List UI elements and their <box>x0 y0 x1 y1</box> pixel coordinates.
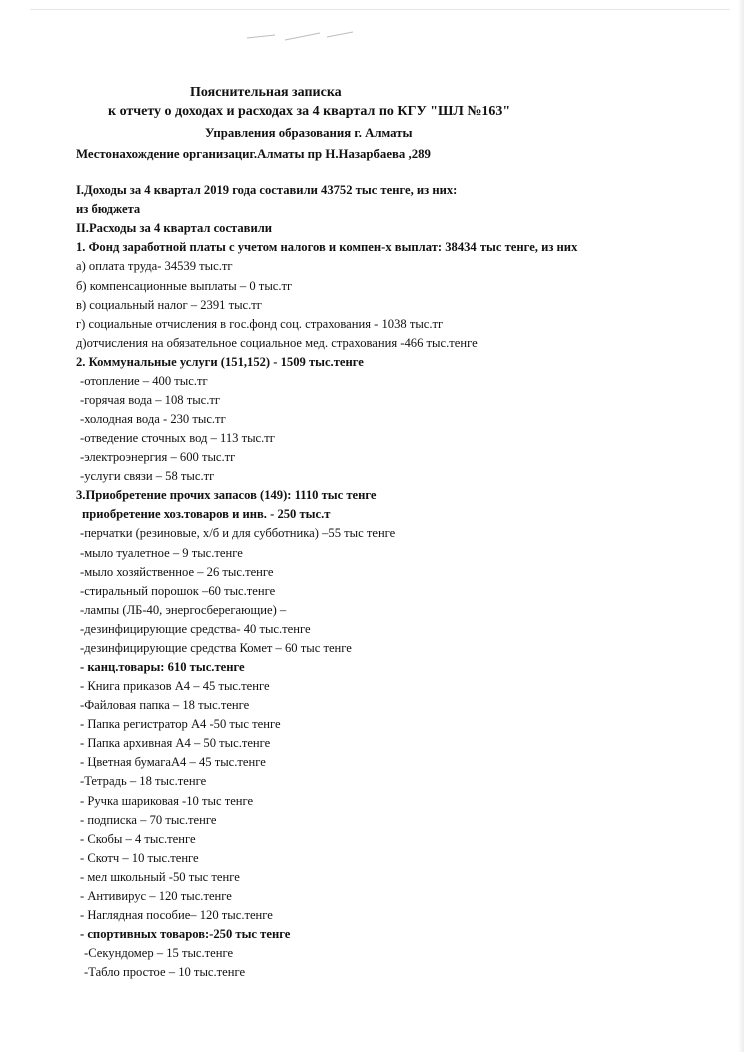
payroll-item: в) социальный налог – 2391 тыс.тг <box>76 298 262 312</box>
utilities-item: -холодная вода - 230 тыс.тг <box>80 412 226 426</box>
stationery-item: - Скобы – 4 тыс.тенге <box>80 832 196 846</box>
household-item: -стиральный порошок –60 тыс.тенге <box>80 584 276 598</box>
payroll-item: а) оплата труда- 34539 тыс.тг <box>76 259 233 273</box>
stationery-item: - Цветная бумагаА4 – 45 тыс.тенге <box>80 755 266 769</box>
stationery-item: - подписка – 70 тыс.тенге <box>80 813 217 827</box>
stationery-item: -Тетрадь – 18 тыс.тенге <box>80 774 207 788</box>
stationery-item: - Папка регистратор А4 -50 тыс тенге <box>80 717 281 731</box>
payroll-heading: 1. Фонд заработной платы с учетом налогов и компен-х выплат: 38434 тыс тенге, из них <box>76 240 578 254</box>
utilities-heading: 2. Коммунальные услуги (151,152) - 1509 тыс.тенге <box>76 355 364 369</box>
income-source: из бюджета <box>76 202 141 216</box>
household-item: -мыло хозяйственное – 26 тыс.тенге <box>80 565 274 579</box>
payroll-item: д)отчисления на обязательное социальное мед. страхования -466 тыс.тенге <box>76 336 478 350</box>
expenses-heading: II.Расходы за 4 квартал составили <box>76 221 273 235</box>
income-heading: I.Доходы за 4 квартал 2019 года составили 43752 тыс тенге, из них: <box>76 183 458 197</box>
stationery-item: - Наглядная пособие– 120 тыс.тенге <box>80 908 273 922</box>
scan-artifact-line <box>30 9 730 10</box>
household-item: -мыло туалетное – 9 тыс.тенге <box>80 546 243 560</box>
utilities-item: -отопление – 400 тыс.тг <box>80 374 208 388</box>
household-item: -дезинфицирующие средства Комет – 60 тыс тенге <box>80 641 352 655</box>
stationery-item: - Папка архивная А4 – 50 тыс.тенге <box>80 736 271 750</box>
stationery-item: - Ручка шариковая -10 тыс тенге <box>80 794 254 808</box>
payroll-item: г) социальные отчисления в гос.фонд соц. страхования - 1038 тыс.тг <box>76 317 444 331</box>
sports-heading: - спортивных товаров:-250 тыс тенге <box>80 927 291 941</box>
stationery-item: - Книга приказов А4 – 45 тыс.тенге <box>80 679 270 693</box>
stationery-heading: - канц.товары: 610 тыс.тенге <box>80 660 245 674</box>
pen-scribble-mark <box>245 26 355 44</box>
utilities-item: -электроэнергия – 600 тыс.тг <box>80 450 236 464</box>
household-item: -лампы (ЛБ-40, энергосберегающие) – <box>80 603 287 617</box>
utilities-item: -отведение сточных вод – 113 тыс.тг <box>80 431 275 445</box>
stationery-item: -Файловая папка – 18 тыс.тенге <box>80 698 250 712</box>
household-item: -перчатки (резиновые, х/б и для субботника) –55 тыс тенге <box>80 526 396 540</box>
stationery-item: - Антивирус – 120 тыс.тенге <box>80 889 232 903</box>
utilities-item: -услуги связи – 58 тыс.тг <box>80 469 215 483</box>
supplies-heading: 3.Приобретение прочих запасов (149): 1110 тыс тенге <box>76 488 377 502</box>
scan-edge-shadow <box>738 0 744 1052</box>
household-heading: приобретение хоз.товаров и инв. - 250 тыс.т <box>82 507 331 521</box>
utilities-item: -горячая вода – 108 тыс.тг <box>80 393 221 407</box>
sports-item: -Секундомер – 15 тыс.тенге <box>84 946 234 960</box>
doc-location: Местонахождение организациг.Алматы пр Н.Назарбаева ,289 <box>76 147 431 161</box>
doc-title: Пояснительная записка <box>190 85 342 100</box>
stationery-item: - Скотч – 10 тыс.тенге <box>80 851 199 865</box>
payroll-item: б) компенсационные выплаты – 0 тыс.тг <box>76 279 293 293</box>
stationery-item: - мел школьный -50 тыс тенге <box>80 870 240 884</box>
household-item: -дезинфицирующие средства- 40 тыс.тенге <box>80 622 311 636</box>
sports-item: -Табло простое – 10 тыс.тенге <box>84 965 246 979</box>
doc-subtitle: к отчету о доходах и расходах за 4 квартал по КГУ "ШЛ №163" <box>108 104 511 119</box>
doc-department: Управления образования г. Алматы <box>205 126 413 140</box>
